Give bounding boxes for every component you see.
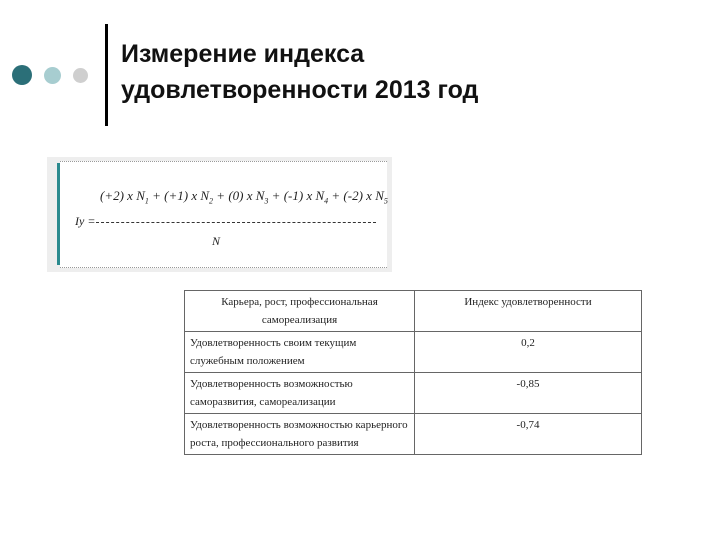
formula-variable: N [315,188,325,203]
formula-term [228,188,284,206]
table-header-category: Карьера, рост, профессиональная самореализация [185,291,415,332]
formula-image [47,157,392,272]
formula-subscript: 5 [383,196,388,206]
row-value: -0,85 [415,373,642,414]
title-line-2: удовлетворенности 2013 год [121,76,479,104]
formula-variable: N [255,188,265,203]
formula-coefficient: (+1) x [164,188,201,203]
formula-accent-bar [57,163,60,265]
satisfaction-index-table [184,290,642,455]
table-row [185,332,642,373]
formula-coefficient: (-2) x [343,188,376,203]
formula-term [100,188,165,206]
formula-panel [60,161,387,268]
formula-lhs: Iy = [75,214,96,228]
formula-term [343,188,388,206]
table-row [185,414,642,455]
table-header-row [185,291,642,332]
formula-subscript: 3 [264,196,269,206]
decor-dot-large [12,65,32,85]
formula-fraction-line [96,222,376,223]
decor-dot-medium [44,67,61,84]
title-divider [105,24,108,126]
formula-numerator [100,188,388,206]
formula-term [283,188,344,206]
formula-operator: + [268,188,284,203]
row-label: Удовлетворенность возможностью карьерного роста, профессионального развития [185,414,415,455]
formula-operator: + [213,188,229,203]
formula-coefficient: (0) x [228,188,256,203]
row-value: -0,74 [415,414,642,455]
formula-variable: N [200,188,210,203]
row-label: Удовлетворенность возможностью саморазвития, самореализации [185,373,415,414]
formula-subscript: 4 [324,196,329,206]
formula-variable: N [375,188,384,203]
decor-dot-small [73,68,88,83]
formula-variable: N [136,188,145,203]
formula-subscript: 1 [144,196,149,206]
row-label: Удовлетворенность своим текущим служебным положением [185,332,415,373]
table-row [185,373,642,414]
slide-title [121,36,681,108]
formula-coefficient: (-1) x [283,188,316,203]
formula-denominator: N [212,234,221,248]
title-line-1: Измерение индекса [121,40,365,68]
table-header-index: Индекс удовлетворенности [415,291,642,332]
formula-subscript: 2 [209,196,214,206]
row-value: 0,2 [415,332,642,373]
formula-coefficient: (+2) x [100,188,137,203]
formula-operator: + [328,188,344,203]
formula-operator: + [148,188,165,203]
formula-term [164,188,229,206]
